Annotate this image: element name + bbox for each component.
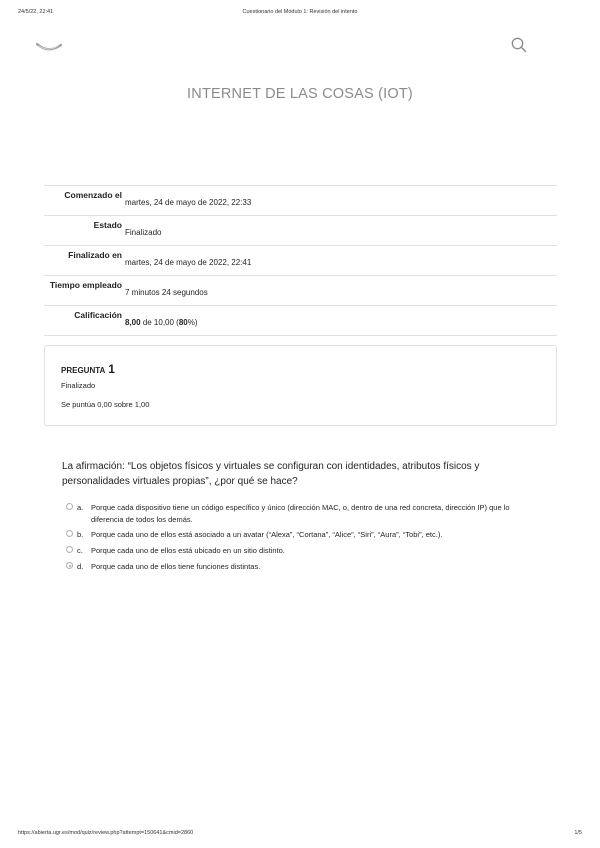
answer-letter: d. xyxy=(77,562,84,571)
answer-text: Porque cada uno de ellos está asociado a un avatar (“Alexa”, “Cortana”, “Alice”, “Siri”, “Aura”, “Tobi”, etc.). xyxy=(91,530,443,539)
grade-percent: 80 xyxy=(178,318,188,327)
radio-button[interactable] xyxy=(66,530,73,537)
summary-label: Finalizado en xyxy=(68,250,122,260)
answer-list xyxy=(66,502,536,573)
question-grade: Se puntúa 0,00 sobre 1,00 xyxy=(61,400,150,409)
summary-row-finished xyxy=(44,246,557,276)
grade-score: 8,00 xyxy=(125,318,141,327)
summary-label: Tiempo empleado xyxy=(49,280,122,290)
answer-letter: b. xyxy=(77,530,84,539)
print-document-title: Cuestionario del Módulo 1: Revisión del intento xyxy=(242,9,358,15)
radio-button[interactable] xyxy=(66,546,73,553)
answer-option-b[interactable] xyxy=(66,529,536,541)
question-number xyxy=(61,362,115,376)
print-page-number: 1/5 xyxy=(574,830,582,836)
question-number-value: 1 xyxy=(108,362,115,376)
search-icon[interactable] xyxy=(510,36,528,54)
summary-row-started xyxy=(44,186,557,216)
grade-percent-close: %) xyxy=(187,318,198,327)
summary-label: Comenzado el xyxy=(64,190,122,200)
answer-option-c[interactable] xyxy=(66,545,536,557)
question-info-box xyxy=(44,345,557,426)
print-url: https://abierta.ugr.es/mod/quiz/review.php?attempt=150641&cmid=2860 xyxy=(18,830,194,836)
question-label: PREGUNTA xyxy=(61,366,106,375)
summary-label: Calificación xyxy=(74,310,122,320)
answer-option-a[interactable] xyxy=(66,502,536,525)
question-text: La afirmación: “Los objetos físicos y virtuales se configuran con identidades, atributos físicos y personalidades virtuales propias”, ¿por qué se hace? xyxy=(62,461,480,487)
answer-text: Porque cada uno de ellos tiene funciones distintas. xyxy=(91,562,261,571)
print-header xyxy=(18,9,582,19)
question-state: Finalizado xyxy=(61,381,96,390)
answer-text: Porque cada uno de ellos está ubicado en un sitio distinto. xyxy=(91,545,285,555)
answer-letter: c. xyxy=(77,545,83,555)
attempt-summary-table xyxy=(44,185,557,336)
print-footer xyxy=(18,830,582,840)
summary-row-state xyxy=(44,216,557,246)
radio-button[interactable] xyxy=(66,503,73,510)
print-datetime: 24/5/22, 22:41 xyxy=(18,9,54,15)
summary-value: martes, 24 de mayo de 2022, 22:33 xyxy=(125,198,252,207)
summary-row-grade xyxy=(44,306,557,336)
radio-button-selected[interactable] xyxy=(66,562,73,569)
answer-text: Porque cada dispositivo tiene un código específico y único (dirección MAC, o, dentro de una red concreta, dirección IP) que lo diferencia de todos los demás. xyxy=(91,503,510,524)
summary-value: 7 minutos 24 segundos xyxy=(125,288,208,297)
answer-letter: a. xyxy=(77,503,84,512)
summary-grade-value xyxy=(125,318,198,327)
summary-row-time-taken xyxy=(44,276,557,306)
course-title: INTERNET DE LAS COSAS (IOT) xyxy=(187,86,413,102)
summary-value: martes, 24 de mayo de 2022, 22:41 xyxy=(125,258,252,267)
answer-option-d[interactable] xyxy=(66,561,536,573)
summary-label: Estado xyxy=(93,220,122,230)
summary-value: Finalizado xyxy=(125,228,162,237)
grade-of: de 10,00 ( xyxy=(142,318,179,327)
logo-swoosh-icon[interactable] xyxy=(36,40,62,54)
